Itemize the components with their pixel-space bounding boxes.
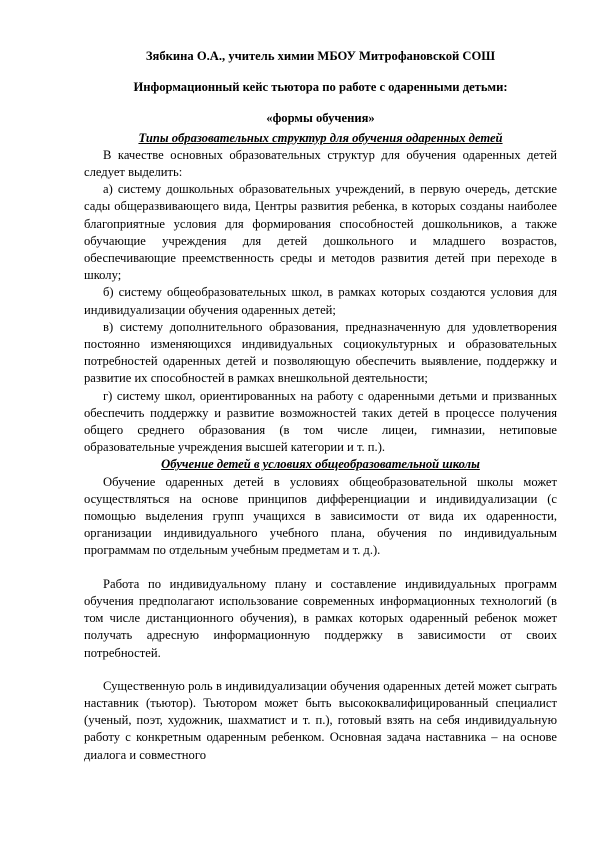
list-item-d: г) систему школ, ориентированных на работу с одаренными детьми и призванных обеспечить поддержку и развитие возможностей таких детей в процессе получения общего среднего образования (в том числе лицеи, гимназии, нетиповые образовательные учреждения высшей категории и т. п.). bbox=[84, 388, 557, 455]
document-title: Информационный кейс тьютора по работе с одаренными детьми: bbox=[133, 80, 508, 95]
document-page bbox=[84, 48, 557, 764]
section-heading-school: Обучение детей в условиях общеобразовательной школы bbox=[161, 457, 480, 472]
section-intro: В качестве основных образовательных структур для обучения одаренных детей следует выделить: bbox=[84, 147, 557, 180]
list-item-c: в) систему дополнительного образования, предназначенную для удовлетворения постоянно изменяющихся индивидуальных социокультурных и образовательных потребностей одаренных детей и позволяющую обеспечить выявление, поддержку и развитие их способностей в рамках внешкольной деятельности; bbox=[84, 319, 557, 386]
section-heading-types: Типы образовательных структур для обучения одаренных детей bbox=[138, 130, 503, 145]
paragraph-individual-plan: Работа по индивидуальному плану и составление индивидуальных программ обучения предполагают использование современных информационных технологий (в том числе дистанционного обучения), в рамках которых одаренный ребенок может получать адресную информационную поддержку в зависимости от своих потребностей. bbox=[84, 576, 557, 660]
paragraph-tutor: Существенную роль в индивидуализации обучения одаренных детей может сыграть наставник (тьютор). Тьютором может быть высококвалифицированный специалист (ученый, поэт, художник, шахматист и т. п.), готовый взять на себя индивидуальную работу с конкретным одаренным ребенком. Основная задача наставника – на основе диалога и совместного bbox=[84, 678, 557, 762]
author-line: Зябкина О.А., учитель химии МБОУ Митрофановской СОШ bbox=[145, 49, 496, 63]
document-subtitle: «формы обучения» bbox=[266, 111, 375, 126]
list-item-b: б) систему общеобразовательных школ, в рамках которых создаются условия для индивидуализации обучения одаренных детей; bbox=[84, 285, 557, 317]
list-item-a: а) систему дошкольных образовательных учреждений, в первую очередь, детские сады общеразвивающего вида, Центры развития ребенка, в которых созданы наиболее благоприятные условия для формирования способностей дошкольников, а также обучающие учреждения для детей дошкольного и младшего возрастов, обеспечивающие преемственность среды и методов развития детей при переходе в школу; bbox=[84, 182, 557, 283]
paragraph-differentiation: Обучение одаренных детей в условиях общеобразовательной школы может осуществляться на основе принципов дифференциации и индивидуализации (с помощью выделения групп учащихся в зависимости от вида их одаренности, организации индивидуального учебного плана, обучения по индивидуальным программам по отдельным учебным предметам и т. д.). bbox=[84, 474, 557, 558]
